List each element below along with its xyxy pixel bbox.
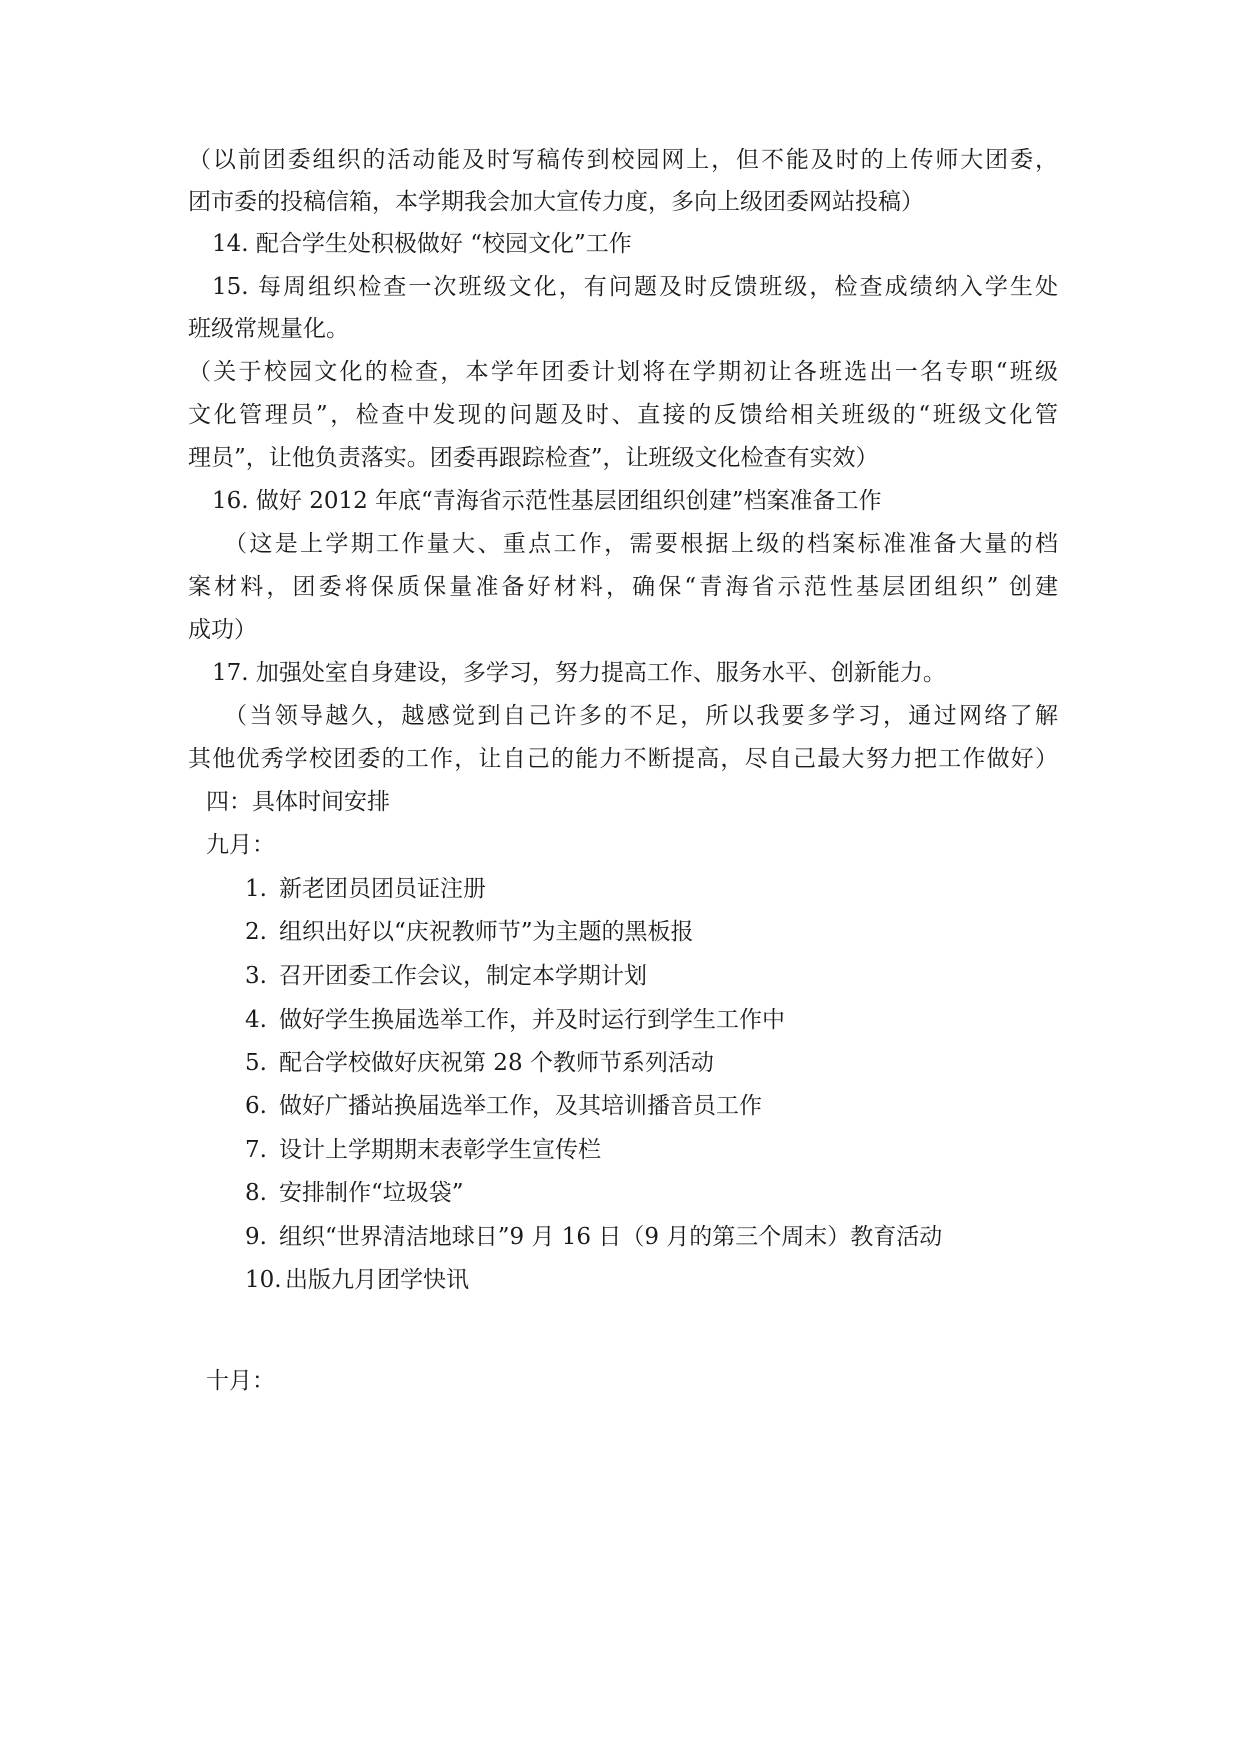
list-text: 出版九月团学快讯 [285, 1267, 469, 1293]
section-heading: 四：具体时间安排 [206, 789, 390, 815]
list-number: 1. [245, 876, 267, 902]
list-text: 做好学生换届选举工作，并及时运行到学生工作中 [279, 1007, 785, 1033]
list-item [245, 1048, 714, 1078]
paragraph-line: 其他优秀学校团委的工作，让自己的能力不断提高，尽自己最大努力把工作做好） [188, 746, 1058, 772]
list-text: 召开团委工作会议，制定本学期计划 [279, 963, 647, 989]
list-number: 7. [245, 1137, 267, 1163]
paragraph-line: （这是上学期工作量大、重点工作，需要根据上级的档案标准准备大量的档 [224, 531, 1058, 557]
list-number: 4. [245, 1007, 267, 1033]
paragraph-line: （以前团委组织的活动能及时写稿传到校园网上，但不能及时的上传师大团委， [188, 147, 1058, 173]
list-number: 3. [245, 963, 267, 989]
list-number: 9. [245, 1224, 267, 1250]
list-item [245, 1265, 469, 1295]
month-heading-october: 十月： [206, 1368, 275, 1394]
list-item [245, 961, 647, 991]
list-item-14: 14. 配合学生处积极做好 “校园文化”工作 [212, 231, 632, 257]
list-item [245, 917, 694, 947]
list-text: 安排制作“垃圾袋” [279, 1180, 464, 1206]
paragraph-line: （关于校园文化的检查，本学年团委计划将在学期初让各班选出一名专职“班级 [188, 359, 1058, 385]
paragraph-line: 成功） [188, 617, 257, 643]
list-text: 做好广播站换届选举工作，及其培训播音员工作 [279, 1093, 762, 1119]
list-item [245, 1178, 464, 1208]
list-text: 设计上学期期末表彰学生宣传栏 [279, 1137, 601, 1163]
list-text: 新老团员团员证注册 [279, 876, 486, 902]
list-item-16: 16. 做好 2012 年底“青海省示范性基层团组织创建”档案准备工作 [212, 488, 882, 514]
list-text: 组织出好以“庆祝教师节”为主题的黑板报 [279, 919, 694, 945]
paragraph-line: 文化管理员”，检查中发现的问题及时、直接的反馈给相关班级的“班级文化管 [188, 402, 1058, 428]
paragraph-line: 理员”，让他负责落实。团委再跟踪检查”，让班级文化检查有实效） [188, 445, 879, 471]
list-item [245, 874, 486, 904]
list-number: 5. [245, 1050, 267, 1076]
list-number: 8. [245, 1180, 267, 1206]
paragraph-line: 案材料，团委将保质保量准备好材料，确保“青海省示范性基层团组织” 创建 [188, 574, 1058, 600]
list-number: 10. [245, 1267, 282, 1293]
list-item [245, 1005, 785, 1035]
list-item [245, 1222, 942, 1252]
list-item-15: 15. 每周组织检查一次班级文化，有问题及时反馈班级，检查成绩纳入学生处 [212, 274, 1058, 300]
list-number: 6. [245, 1093, 267, 1119]
list-item-17: 17. 加强处室自身建设，多学习，努力提高工作、服务水平、创新能力。 [212, 660, 946, 686]
list-number: 2. [245, 919, 267, 945]
list-item [245, 1091, 762, 1121]
list-text: 配合学校做好庆祝第 28 个教师节系列活动 [279, 1050, 714, 1076]
list-item [245, 1135, 601, 1165]
paragraph-line: 团市委的投稿信箱，本学期我会加大宣传力度，多向上级团委网站投稿） [188, 189, 924, 215]
paragraph-line: 班级常规量化。 [188, 316, 349, 342]
month-heading-september: 九月： [206, 832, 275, 858]
list-text: 组织“世界清洁地球日”9 月 16 日（9 月的第三个周末）教育活动 [279, 1224, 943, 1250]
paragraph-line: （当领导越久，越感觉到自己许多的不足，所以我要多学习，通过网络了解 [224, 703, 1058, 729]
